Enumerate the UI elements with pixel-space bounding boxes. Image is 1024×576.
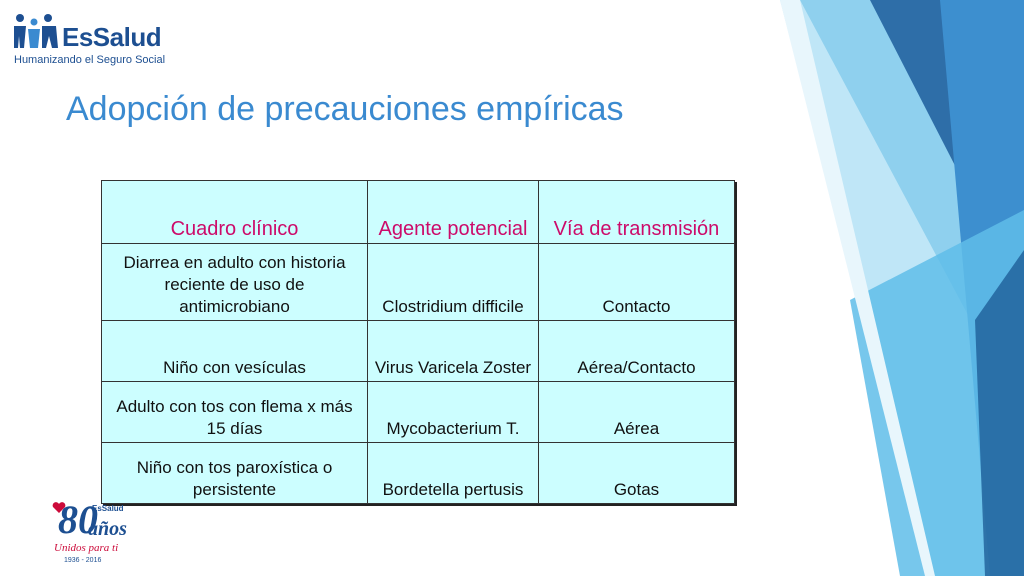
cell-agente: Clostridium difficile (368, 244, 539, 321)
anniversary-brand: EsSalud (92, 504, 124, 513)
anniversary-years: 1936 - 2016 (64, 557, 102, 564)
anniversary-logo (48, 497, 128, 570)
cell-via: Contacto (539, 244, 735, 321)
brand-tagline: Humanizando el Seguro Social (14, 54, 166, 66)
essalud-logo (12, 12, 182, 72)
cell-agente: Bordetella pertusis (368, 443, 539, 504)
cell-cuadro: Diarrea en adulto con historia reciente de uso de antimicrobiano (102, 244, 368, 321)
cell-via: Aérea (539, 382, 735, 443)
anniversary-slogan: Unidos para ti (54, 542, 119, 554)
slide-title: Adopción de precauciones empíricas (66, 90, 624, 128)
table-row (102, 244, 735, 321)
cell-cuadro: Adulto con tos con flema x más 15 días (102, 382, 368, 443)
cell-cuadro: Niño con tos paroxística o persistente (102, 443, 368, 504)
cell-agente: Virus Varicela Zoster (368, 321, 539, 382)
header-agente-potencial: Agente potencial (368, 181, 539, 244)
cell-via: Gotas (539, 443, 735, 504)
anniversary-number: 80 (58, 497, 98, 542)
header-via-transmision: Vía de transmisión (539, 181, 735, 244)
table-header-row (102, 181, 735, 244)
cell-cuadro: Niño con vesículas (102, 321, 368, 382)
table-row (102, 321, 735, 382)
table-row (102, 382, 735, 443)
precautions-table (101, 180, 735, 504)
anniversary-word: años (88, 518, 127, 540)
cell-agente: Mycobacterium T. (368, 382, 539, 443)
table-row (102, 443, 735, 504)
header-cuadro-clinico: Cuadro clínico (102, 181, 368, 244)
cell-via: Aérea/Contacto (539, 321, 735, 382)
brand-name: EsSalud (62, 22, 162, 52)
family-logo-icon (12, 12, 62, 52)
